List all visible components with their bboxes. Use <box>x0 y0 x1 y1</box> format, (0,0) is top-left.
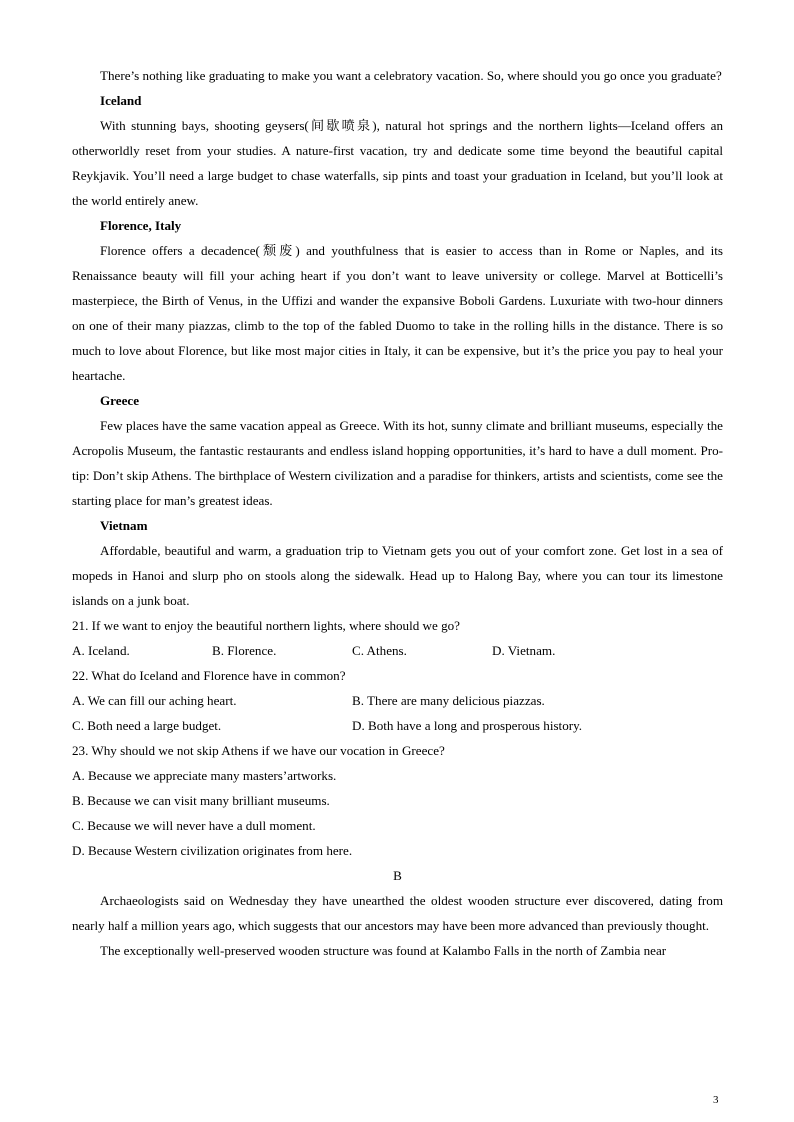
question-21-option-d: D. Vietnam. <box>492 643 556 658</box>
page-number: 3 <box>713 1094 719 1106</box>
question-21-option-b: B. Florence. <box>212 643 277 658</box>
question-23-option-b: B. Because we can visit many brilliant museums. <box>72 793 330 808</box>
section-b-paragraph-2: The exceptionally well-preserved wooden structure was found at Kalambo Falls in the north of Zambia near <box>100 943 667 958</box>
section-text-greece: Few places have the same vacation appeal as Greece. With its hot, sunny climate and brilliant museums, especially the Acropolis Museum, the fantastic restaurants and endless island hopping opportunities, it’s hard to have a dull moment. Pro-tip: Don’t skip Athens. The birthplace of Western civilization and a paradise for thinkers, artists and scientists, come see the starting place for man’s greatest ideas. <box>72 418 723 508</box>
question-22-stem: 22. What do Iceland and Florence have in common? <box>72 668 346 683</box>
question-22-option-b: B. There are many delicious piazzas. <box>352 693 545 708</box>
question-23-option-c: C. Because we will never have a dull moment. <box>72 818 316 833</box>
section-text-florence: Florence offers a decadence(颓废) and youthfulness that is easier to access than in Rome or Naples, and its Renaissance beauty will fill your aching heart if you don’t want to leave university or college. Marvel at Botticelli’s masterpiece, the Birth of Venus, in the Uffizi and wander the expansive Boboli Gardens. Luxuriate with two-hour dinners on one of their many piazzas, climb to the top of the fabled Duomo to take in the rolling hills in the distance. There is so much to love about Florence, but like most major cities in Italy, it can be expensive, but it’s the price you pay to heal your heartache. <box>72 243 723 383</box>
section-heading-iceland: Iceland <box>100 93 142 108</box>
section-heading-greece: Greece <box>100 393 140 408</box>
section-text-vietnam: Affordable, beautiful and warm, a graduation trip to Vietnam gets you out of your comfort zone. Get lost in a sea of mopeds in Hanoi and slurp pho on stools along the sidewalk. Head up to Halong Bay, where you can tour its limestone islands on a junk boat. <box>72 543 723 608</box>
section-heading-florence: Florence, Italy <box>100 218 182 233</box>
question-22-options-row-1 <box>72 688 723 713</box>
section-b-paragraph-1: Archaeologists said on Wednesday they have unearthed the oldest wooden structure ever discovered, dating from nearly half a million years ago, which suggests that our ancestors may have been more advanced than previously thought. <box>72 893 723 933</box>
intro-paragraph: There’s nothing like graduating to make you want a celebratory vacation. So, where should you go once you graduate? <box>100 68 722 83</box>
question-23-option-d: D. Because Western civilization originates from here. <box>72 843 353 858</box>
question-22-option-a: A. We can fill our aching heart. <box>72 693 237 708</box>
question-21-option-a: A. Iceland. <box>72 643 130 658</box>
document-page <box>72 63 723 963</box>
question-23-option-a: A. Because we appreciate many masters’artworks. <box>72 768 337 783</box>
section-text-iceland: With stunning bays, shooting geysers(间歇喷泉), natural hot springs and the northern lights—Iceland offers an otherworldly reset from your studies. A nature-first vacation, try and dedicate some time beyond the beautiful capital Reykjavik. You’ll need a large budget to chase waterfalls, sip pints and toast your graduation in Iceland, but you’ll look at the world entirely anew. <box>72 118 723 208</box>
question-21-options <box>72 638 723 663</box>
question-21-option-c: C. Athens. <box>352 643 407 658</box>
question-22-option-d: D. Both have a long and prosperous history. <box>352 718 583 733</box>
question-22-options-row-2 <box>72 713 723 738</box>
section-heading-vietnam: Vietnam <box>100 518 148 533</box>
question-21-stem: 21. If we want to enjoy the beautiful northern lights, where should we go? <box>72 618 460 633</box>
question-23-stem: 23. Why should we not skip Athens if we have our vocation in Greece? <box>72 743 445 758</box>
question-22-option-c: C. Both need a large budget. <box>72 718 222 733</box>
section-b-label: B <box>393 868 402 883</box>
